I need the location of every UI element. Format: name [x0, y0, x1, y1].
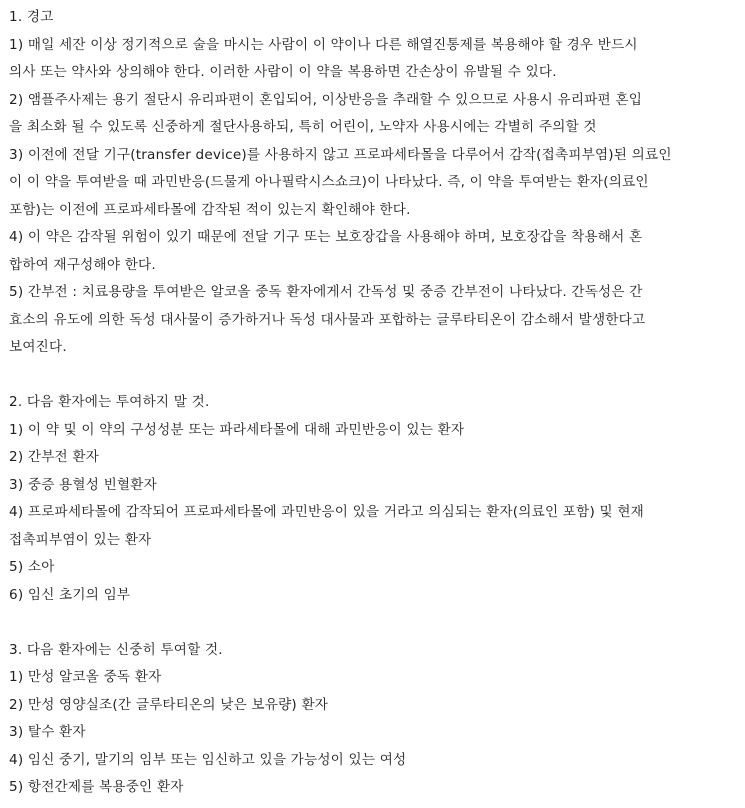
- text-line: 2) 앰플주사제는 용기 절단시 유리파편이 혼입되어, 이상반응을 추래할 수 있으므로 사용시 유리파편 혼입: [9, 91, 643, 108]
- section-contraindications: [9, 392, 741, 612]
- text-line: 4) 임신 중기, 말기의 임부 또는 임신하고 있을 가능성이 있는 여성: [9, 751, 407, 768]
- section-heading: 2. 다음 환자에는 투여하지 말 것.: [9, 394, 210, 410]
- text-line: 1) 매일 세잔 이상 정기적으로 술을 마시는 사람이 이 약이나 다른 해열진통제를 복용해야 할 경우 반드시: [9, 36, 638, 53]
- text-line: 효소의 유도에 의한 독성 대사물이 증가하거나 독성 대사물과 포합하는 글루타티온이 감소해서 발생한다고: [9, 311, 646, 328]
- section-heading: 1. 경고: [9, 9, 54, 25]
- section-warnings: [9, 7, 741, 365]
- text-line: 이 이 약을 투여받을 때 과민반응(드물게 아나필락시스쇼크)이 나타났다. 즉, 이 약을 투여받는 환자(의료인: [9, 174, 649, 190]
- section-heading: 3. 다음 환자에는 신중히 투여할 것.: [9, 641, 223, 658]
- text-line: 2) 간부전 환자: [9, 449, 100, 465]
- text-line: 을 최소화 될 수 있도록 신중하게 절단사용하되, 특히 어린이, 노약자 사용시에는 각별히 주의할 것: [9, 119, 597, 135]
- text-line: 포함)는 이전에 프로파세타몰에 감작된 적이 있는지 확인해야 한다.: [9, 201, 411, 218]
- text-line: 3) 이전에 전달 기구(transfer device)를 사용하지 않고 프로파세타몰을 다루어서 감작(접촉피부염)된 의료인: [9, 146, 672, 163]
- section-spacer: [9, 365, 741, 393]
- text-line: 의사 또는 약사와 상의해야 한다. 이러한 사람이 이 약을 복용하면 간손상이 유발될 수 있다.: [9, 64, 557, 80]
- text-line: 5) 항전간제를 복용중인 환자: [9, 779, 184, 795]
- text-line: 6) 임신 초기의 임부: [9, 586, 131, 603]
- text-line: 5) 간부전 : 치료용량을 투여받은 알코올 중독 환자에게서 간독성 및 중증 간부전이 나타났다. 간독성은 간: [9, 284, 643, 300]
- text-line: 3) 중증 용혈성 빈혈환자: [9, 476, 157, 493]
- text-line: 4) 이 약은 감작될 위험이 있기 때문에 전달 기구 또는 보호장갑을 사용해야 하며, 보호장갑을 착용해서 혼: [9, 229, 643, 245]
- text-line: 1) 만성 알코올 중독 환자: [9, 669, 162, 685]
- section-precautions: [9, 640, 741, 805]
- text-line: 5) 소아: [9, 559, 55, 575]
- text-line: 1) 이 약 및 이 약의 구성성분 또는 파라세타몰에 대해 과민반응이 있는 환자: [9, 421, 465, 438]
- section-spacer: [9, 612, 741, 640]
- text-line: 3) 탈수 환자: [9, 724, 86, 740]
- text-line: 4) 프로파세타몰에 감작되어 프로파세타몰에 과민반응이 있을 거라고 의심되는 환자(의료인 포함) 및 현재: [9, 504, 645, 520]
- text-line: 2) 만성 영양실조(간 글루타티온의 낮은 보유량) 환자: [9, 696, 329, 713]
- text-line: 합하여 재구성해야 한다.: [9, 256, 156, 273]
- text-line: 접촉피부염이 있는 환자: [9, 531, 152, 548]
- document-body: [9, 7, 741, 805]
- text-line: 보여진다.: [9, 339, 67, 355]
